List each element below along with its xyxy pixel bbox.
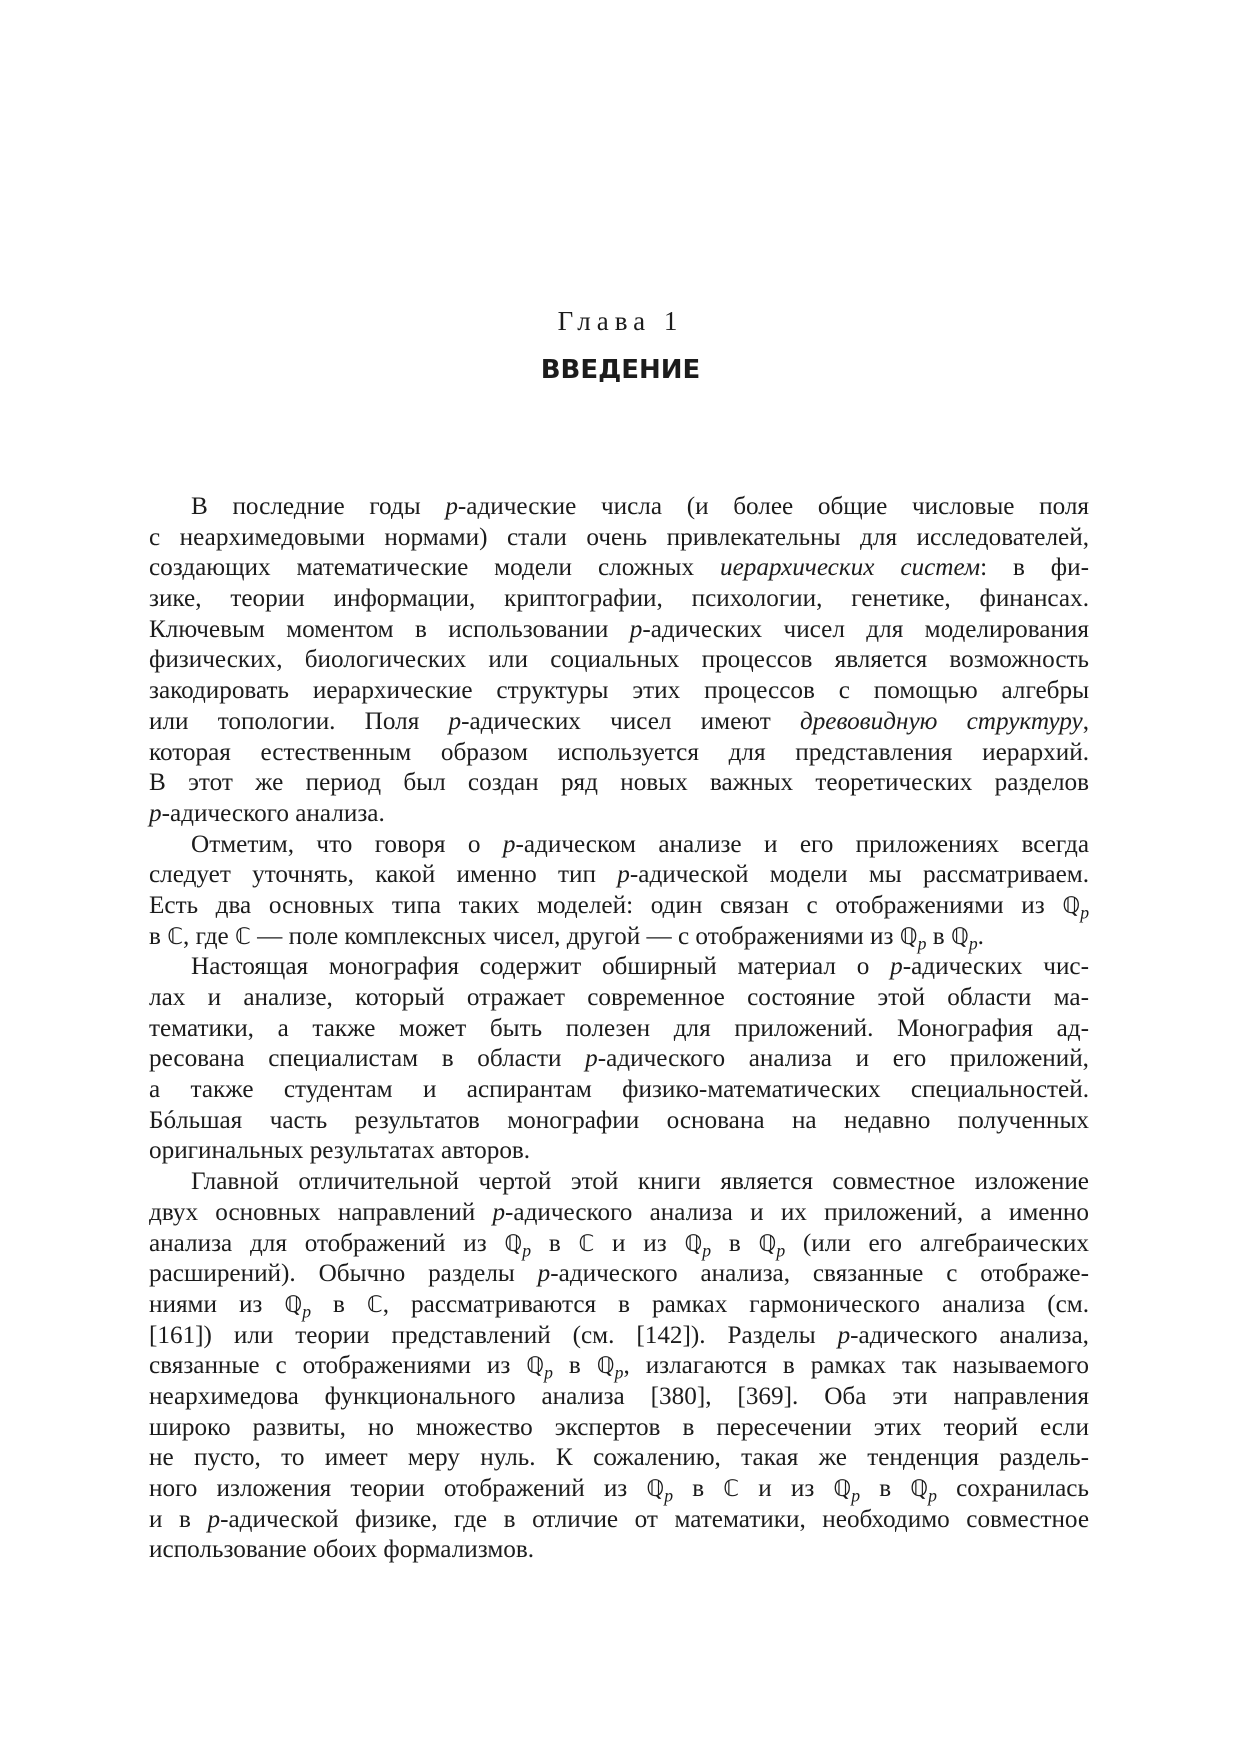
text-run: с неархимедовыми нормами) стали очень привлекательны для исследователей, bbox=[149, 523, 1089, 551]
text-run: p bbox=[851, 1485, 861, 1506]
text-run: широко развиты, но множество экспертов в пересечении этих теорий если bbox=[149, 1413, 1089, 1441]
text-run: p bbox=[448, 707, 462, 735]
text-line bbox=[149, 1106, 1089, 1137]
text-run: Есть два основных типа таких моделей: один связан с отображениями из bbox=[149, 891, 1063, 919]
text-line bbox=[149, 1198, 1089, 1229]
text-line bbox=[149, 1259, 1089, 1290]
text-run: -адической модели мы рассматриваем. bbox=[629, 861, 1089, 889]
text-run: которая естественным образом используется для представления иерархий. bbox=[149, 738, 1089, 766]
paragraph bbox=[149, 492, 1089, 830]
text-line bbox=[149, 645, 1089, 676]
text-run: p bbox=[445, 493, 458, 520]
text-run: иерархических систем bbox=[719, 554, 981, 582]
text-run: расширений). Обычно разделы bbox=[149, 1260, 538, 1288]
text-run: зике, теории информации, криптографии, психологии, генетике, финансах. bbox=[149, 585, 1089, 613]
text-run: ℚ bbox=[910, 1476, 929, 1502]
paragraph bbox=[149, 952, 1089, 1167]
text-run: лах и анализе, который отражает современное состояние этой области ма- bbox=[149, 984, 1089, 1011]
chapter-label: Глава 1 bbox=[557, 306, 684, 336]
paragraph bbox=[149, 830, 1089, 953]
text-run: p bbox=[702, 1239, 712, 1260]
text-line bbox=[149, 1474, 1089, 1505]
text-run: p bbox=[890, 953, 903, 981]
text-run: связанные с отображениями из bbox=[149, 1352, 527, 1380]
text-run: Бóльшая часть результатов монографии основана на недавно полученных bbox=[149, 1106, 1089, 1134]
text-run: p bbox=[492, 1198, 506, 1226]
text-run: и из bbox=[594, 1229, 685, 1257]
text-run: использование обоих формализмов. bbox=[149, 1536, 535, 1564]
text-line bbox=[149, 799, 1089, 830]
text-run: p bbox=[585, 1045, 598, 1073]
text-run: физических, биологических или социальных процессов является возможность bbox=[149, 646, 1089, 674]
text-run: p bbox=[664, 1485, 674, 1506]
text-run: -адического анализа и его приложений, bbox=[597, 1045, 1089, 1073]
text-run: ного изложения теории отображений из bbox=[149, 1475, 647, 1502]
text-line bbox=[149, 492, 1089, 523]
text-run: -адического анализа, связанные с отображе- bbox=[550, 1260, 1089, 1288]
text-run: p bbox=[617, 861, 630, 889]
text-line bbox=[149, 1014, 1089, 1045]
text-line bbox=[149, 1413, 1089, 1444]
text-run: ℚ bbox=[504, 1230, 523, 1257]
text-line bbox=[149, 676, 1089, 707]
text-run: — поле комплексных чисел, другой — с отображениями из bbox=[250, 922, 900, 950]
text-line bbox=[149, 738, 1089, 769]
text-line bbox=[149, 922, 1089, 953]
text-run: p bbox=[776, 1239, 786, 1260]
text-line bbox=[149, 768, 1089, 799]
text-run: -адическом анализе и его приложениях всегда bbox=[515, 830, 1089, 858]
text-run: закодировать иерархические структуры этих процессов с помощью алгебры bbox=[149, 677, 1089, 705]
text-run: p bbox=[207, 1505, 221, 1533]
text-run: ℚ bbox=[758, 1230, 777, 1257]
text-line bbox=[149, 1505, 1089, 1536]
text-run: ℚ bbox=[899, 923, 918, 950]
text-run: ℂ bbox=[167, 923, 184, 950]
text-run: p bbox=[302, 1301, 312, 1322]
text-line bbox=[149, 523, 1089, 554]
text-run: ресована специалистам в области bbox=[149, 1045, 586, 1073]
text-run: Настоящая монография содержит обширный материал о bbox=[191, 953, 891, 981]
text-run: в bbox=[531, 1229, 579, 1257]
text-run: анализа для отображений из bbox=[149, 1229, 505, 1257]
text-run: ℂ bbox=[366, 1291, 383, 1318]
text-line bbox=[149, 615, 1089, 646]
text-run: в bbox=[552, 1352, 597, 1380]
text-run: -адического анализа, bbox=[850, 1321, 1089, 1349]
text-run: ℂ bbox=[723, 1476, 740, 1502]
text-run: (или его алгебраических bbox=[785, 1229, 1089, 1257]
text-line bbox=[149, 1290, 1089, 1321]
text-line bbox=[149, 1535, 1089, 1566]
text-run: , рассматриваются в рамках гармонического анализа (см. bbox=[382, 1290, 1089, 1318]
text-line bbox=[149, 1351, 1089, 1382]
text-run: В этот же период был создан ряд новых важных теоретических разделов bbox=[149, 769, 1089, 797]
text-run: . bbox=[977, 922, 984, 950]
text-run: сохранилась bbox=[936, 1475, 1089, 1502]
text-line bbox=[149, 983, 1089, 1014]
text-run: p bbox=[1080, 902, 1089, 923]
text-run: В последние годы bbox=[191, 493, 446, 520]
text-run: , bbox=[1082, 707, 1089, 735]
text-run: ℚ bbox=[1062, 892, 1081, 919]
text-run: -адического анализа и их приложений, а именно bbox=[505, 1198, 1089, 1226]
text-run: в bbox=[926, 922, 951, 950]
text-line bbox=[149, 707, 1089, 738]
text-line bbox=[149, 1321, 1089, 1352]
text-line bbox=[149, 1075, 1089, 1106]
text-run: ℚ bbox=[646, 1476, 665, 1502]
text-run: ниями из bbox=[149, 1290, 285, 1318]
text-run: ℚ bbox=[284, 1291, 303, 1318]
text-run: p bbox=[149, 799, 162, 827]
text-line bbox=[149, 1229, 1089, 1260]
text-line bbox=[149, 1443, 1089, 1474]
text-line bbox=[149, 830, 1089, 861]
text-run: Отметим, что говоря о bbox=[191, 830, 503, 858]
text-run: двух основных направлений bbox=[149, 1198, 493, 1226]
text-run: неархимедова функционального анализа [380], [369]. Оба эти направления bbox=[149, 1382, 1089, 1410]
text-line bbox=[149, 860, 1089, 891]
text-line bbox=[149, 1044, 1089, 1075]
text-run: p bbox=[629, 615, 643, 643]
text-run: [161]) или теории представлений (см. [142]). Разделы bbox=[149, 1321, 838, 1349]
text-run: p bbox=[544, 1362, 553, 1383]
text-run: p bbox=[522, 1239, 532, 1260]
text-run: или топологии. Поля bbox=[149, 707, 449, 735]
text-run: -адической физике, где в отличие от математики, необходимо совместное bbox=[220, 1505, 1090, 1533]
chapter-body bbox=[149, 492, 1089, 1566]
text-line bbox=[149, 1136, 1089, 1167]
text-run: тематики, а также может быть полезен для приложений. Монография ад- bbox=[149, 1014, 1089, 1042]
text-run: -адического анализа. bbox=[161, 799, 385, 827]
text-run: в bbox=[711, 1229, 759, 1257]
text-run: в bbox=[673, 1475, 724, 1502]
text-run: Ключевым моментом в использовании bbox=[149, 615, 630, 643]
text-run: p bbox=[968, 932, 978, 953]
text-run: следует уточнять, какой именно тип bbox=[149, 861, 618, 889]
text-run: а также студентам и аспирантам физико-математических специальностей. bbox=[149, 1076, 1089, 1104]
text-run: в bbox=[311, 1290, 367, 1318]
text-run: p bbox=[502, 830, 516, 858]
text-run: не пусто, то имеет меру нуль. К сожалению, такая же тенденция раздель- bbox=[149, 1444, 1089, 1472]
text-run: ℚ bbox=[596, 1353, 615, 1380]
text-run: : в фи- bbox=[980, 554, 1089, 582]
text-line bbox=[149, 952, 1089, 983]
text-run: p bbox=[537, 1260, 551, 1288]
text-run: в bbox=[149, 922, 168, 950]
text-run: ℂ bbox=[235, 923, 251, 950]
paragraph bbox=[149, 1167, 1089, 1566]
text-line bbox=[149, 553, 1089, 584]
text-run: p bbox=[837, 1321, 851, 1349]
text-run: и из bbox=[739, 1475, 834, 1502]
text-run: Главной отличительной чертой этой книги является совместное изложение bbox=[191, 1168, 1089, 1196]
text-line bbox=[149, 891, 1089, 922]
text-line bbox=[149, 1382, 1089, 1413]
text-run: ℚ bbox=[526, 1353, 545, 1380]
text-run: оригинальных результатах авторов. bbox=[149, 1137, 531, 1165]
text-run: -адических чис- bbox=[902, 953, 1089, 981]
text-run: и в bbox=[149, 1505, 208, 1533]
text-run: , излагаются в рамках так называемого bbox=[623, 1352, 1089, 1380]
text-run: в bbox=[860, 1475, 911, 1502]
text-run: -адические числа (и более общие числовые поля bbox=[457, 493, 1090, 520]
text-run: ℂ bbox=[578, 1230, 595, 1257]
text-run: p bbox=[614, 1362, 624, 1383]
text-run: , где bbox=[183, 922, 236, 950]
text-run: -адических чисел имеют bbox=[461, 707, 800, 735]
text-line bbox=[149, 1167, 1089, 1198]
text-run: ℚ bbox=[950, 923, 969, 950]
text-run: ℚ bbox=[684, 1230, 703, 1257]
text-run: древовидную структуру bbox=[799, 707, 1083, 735]
text-run: p bbox=[928, 1485, 937, 1506]
text-run: -адических чисел для моделирования bbox=[642, 615, 1089, 643]
text-run: ℚ bbox=[833, 1476, 852, 1502]
text-run: p bbox=[917, 932, 927, 953]
chapter-title: ВВЕДЕНИЕ bbox=[540, 355, 701, 385]
text-line bbox=[149, 584, 1089, 615]
text-run: создающих математические модели сложных bbox=[149, 554, 720, 582]
